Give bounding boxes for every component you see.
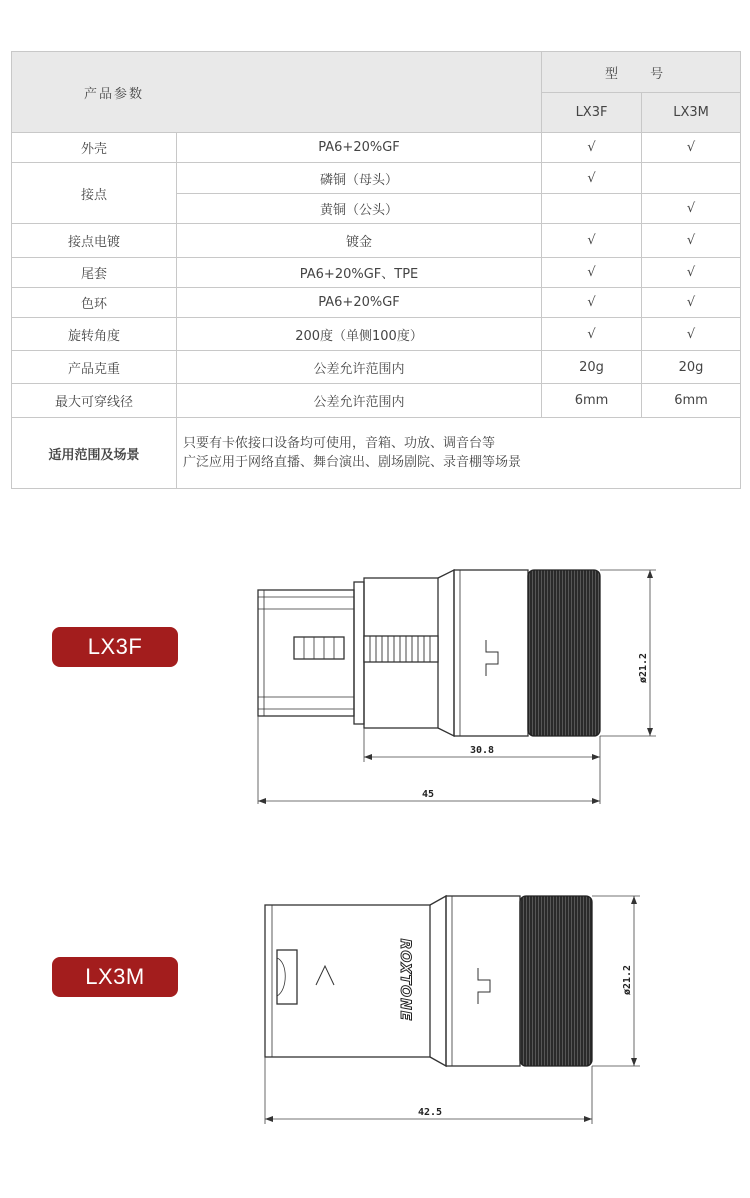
lx3m-latch	[277, 950, 297, 1004]
lx3m-sleeve	[446, 896, 520, 1066]
badge-lx3f: LX3F	[52, 627, 178, 667]
row-lx3f: √	[542, 163, 642, 194]
row-label: 色环	[12, 288, 177, 318]
row-lx3f: √	[542, 224, 642, 258]
lx3m-taper	[430, 896, 446, 1066]
row-label: 尾套	[12, 258, 177, 288]
row-lx3f: 6mm	[542, 384, 642, 418]
table-title: 产品参数	[12, 52, 542, 133]
lx3m-drawing	[265, 896, 592, 1066]
lx3f-inner-length-label: 30.8	[469, 745, 495, 756]
row-label: 最大可穿线径	[12, 384, 177, 418]
row-lx3m: 6mm	[642, 384, 741, 418]
row-value: PA6+20%GF	[177, 288, 542, 318]
row-value: 镀金	[177, 224, 542, 258]
row-value: 公差允许范围内	[177, 351, 542, 384]
lx3f-latch	[294, 637, 344, 659]
row-label: 旋转角度	[12, 318, 177, 351]
row-label: 接点电镀	[12, 224, 177, 258]
usage-label: 适用范围及场景	[12, 418, 177, 489]
row-lx3m: √	[642, 318, 741, 351]
lx3m-arrow-mark	[316, 966, 334, 985]
usage-line-1: 只要有卡侬接口设备均可使用，音箱、功放、调音台等	[183, 436, 496, 451]
row-label: 接点	[12, 163, 177, 224]
row-lx3m: √	[642, 224, 741, 258]
row-value: 黄铜（公头）	[177, 194, 542, 224]
row-lx3m: 20g	[642, 351, 741, 384]
model-lx3m: LX3M	[642, 93, 741, 133]
lx3f-sleeve	[454, 570, 528, 736]
row-label: 外壳	[12, 133, 177, 163]
lx3f-knurled-cap	[528, 570, 600, 736]
lx3m-knurled-cap	[520, 896, 592, 1066]
row-value: 磷铜（母头）	[177, 163, 542, 194]
row-lx3f: 20g	[542, 351, 642, 384]
row-lx3f: √	[542, 318, 642, 351]
row-lx3f: √	[542, 133, 642, 163]
row-value: PA6+20%GF、TPE	[177, 258, 542, 288]
row-lx3m: √	[642, 288, 741, 318]
row-value: PA6+20%GF	[177, 133, 542, 163]
model-lx3f: LX3F	[542, 93, 642, 133]
lx3f-drawing	[258, 570, 600, 736]
row-value: 公差允许范围内	[177, 384, 542, 418]
row-value: 200度（单侧100度）	[177, 318, 542, 351]
lx3m-diameter-label: ø21.2	[622, 964, 633, 996]
row-lx3f: √	[542, 288, 642, 318]
row-label: 产品克重	[12, 351, 177, 384]
lx3m-total-length-label: 42.5	[417, 1107, 443, 1118]
row-lx3m: √	[642, 258, 741, 288]
lx3f-collar	[354, 582, 364, 724]
lx3m-brand-mark: ROXTONE	[397, 938, 413, 1022]
row-lx3m: √	[642, 194, 741, 224]
model-header: 型 号	[542, 52, 741, 93]
row-lx3m: √	[642, 133, 741, 163]
lx3f-total-length-label: 45	[421, 789, 435, 800]
lx3f-diameter-label: ø21.2	[638, 652, 649, 684]
badge-lx3m: LX3M	[52, 957, 178, 997]
row-lx3f: √	[542, 258, 642, 288]
usage-line-2: 广泛应用于网络直播、舞台演出、剧场剧院、录音棚等场景	[183, 455, 522, 470]
lx3f-taper	[438, 570, 454, 736]
